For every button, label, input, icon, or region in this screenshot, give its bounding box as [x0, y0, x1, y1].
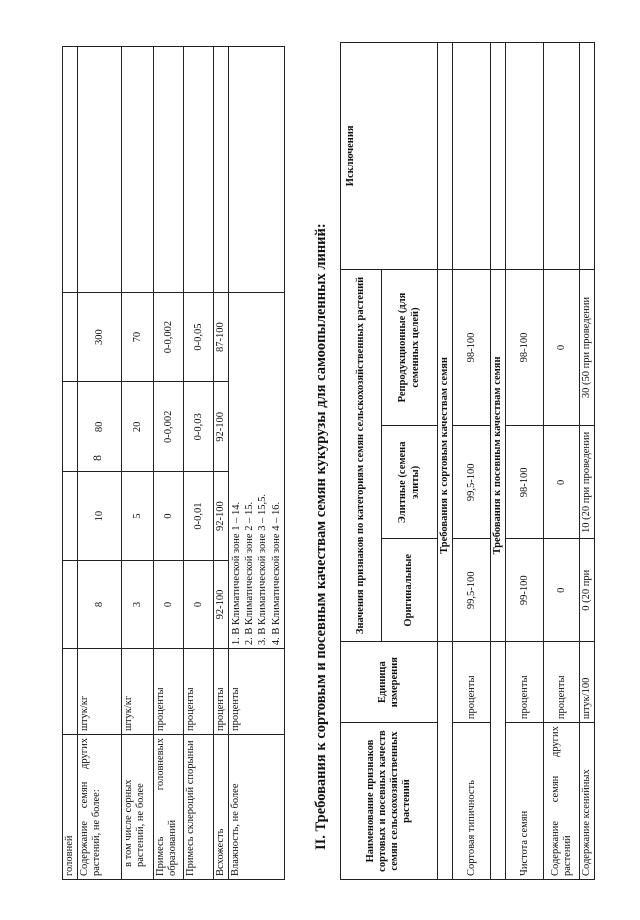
row-name: Примесь головневых образований: [154, 735, 184, 880]
value-repro: 98-100: [453, 269, 491, 426]
value-exceptions: [453, 43, 491, 270]
value-exceptions: [580, 43, 595, 270]
table-row: [580, 43, 595, 880]
row-unit: проценты: [184, 649, 214, 735]
row-name: в том числе сорных растений, не более: [122, 735, 154, 880]
header-unit: Единица измерения: [341, 642, 438, 723]
value-exceptions: [544, 43, 580, 270]
table-row: [453, 43, 491, 880]
note-item: 4. В Климатической зоне 4 – 16.: [270, 501, 282, 646]
value-repro: 80: [78, 382, 122, 472]
value-exceptions: [506, 43, 544, 270]
row-unit: проценты: [154, 649, 184, 735]
value-original: 8: [78, 560, 122, 648]
row-name: Содержание семян других растений, не более:: [78, 735, 122, 880]
value-repro: 30 (50 при проведении: [580, 269, 595, 426]
row-unit: проценты: [229, 649, 285, 735]
value-repro: 98-100: [506, 269, 544, 426]
section-title: II. Требования к сортовым и посевным качествам семян кукурузы для самоопыленных линий:: [313, 223, 329, 850]
table-row: [122, 47, 154, 880]
page-number: 8: [90, 455, 104, 461]
value-repro: 0: [544, 269, 580, 426]
value-original: 0: [154, 560, 184, 648]
seed-requirements-table-continued: [62, 46, 285, 880]
subheader-sowing: Требования к посевным качествам семян: [491, 269, 506, 642]
humidity-notes: [229, 292, 285, 648]
row-unit: [63, 649, 78, 735]
value-original: 99,5-100: [453, 539, 491, 642]
value-elite: 10 (20 при проведении: [580, 426, 595, 539]
value-other: 87-100: [214, 292, 229, 382]
value-elite: 0: [154, 472, 184, 561]
row-unit: проценты: [506, 642, 544, 723]
value-other: 0-0,002: [154, 292, 184, 382]
value-elite: 92-100: [214, 472, 229, 561]
value-original: 92-100: [214, 560, 229, 648]
row-unit: штук/кг: [78, 649, 122, 735]
value-original: 3: [122, 560, 154, 648]
note-item: 3. В Климатической зоне 3 – 15,5.: [257, 494, 269, 646]
subheader-row: [491, 43, 506, 880]
header-exceptions: Исключения: [341, 43, 438, 270]
header-original: Оригинальные: [382, 539, 438, 642]
value-original: 0 (20 при: [580, 539, 595, 642]
value-other: 70: [122, 292, 154, 382]
row-name: Чистота семян: [506, 723, 544, 880]
value-repro: 0-0,03: [184, 382, 214, 472]
row-unit: штук/100: [580, 642, 595, 723]
value-original: 0: [544, 539, 580, 642]
value-repro: 20: [122, 382, 154, 472]
table-row: [544, 43, 580, 880]
value-elite: 0: [544, 426, 580, 539]
row-unit: штук/кг: [122, 649, 154, 735]
row-name: Содержание семян других растений: [544, 723, 580, 880]
row-name: Влажность, не более: [229, 735, 285, 880]
header-repro: Репродукционные (для семенных целей): [382, 269, 438, 426]
value-elite: 99,5-100: [453, 426, 491, 539]
row-unit: проценты: [453, 642, 491, 723]
row-name: Содержание ксенийных: [580, 723, 595, 880]
table-row: [214, 47, 229, 880]
row-name: Сортовая типичность: [453, 723, 491, 880]
table-row: [229, 47, 285, 880]
header-elite: Элитные (семена элиты): [382, 426, 438, 539]
note-item: 2. В Климатической зоне 2 – 15.: [244, 501, 256, 646]
value-repro: 0-0,002: [154, 382, 184, 472]
table-row: [78, 47, 122, 880]
value-elite: 98-100: [506, 426, 544, 539]
table-row: [184, 47, 214, 880]
row-name: Примесь склероций спорыньи: [184, 735, 214, 880]
table-row: [63, 47, 78, 880]
table-row: [154, 47, 184, 880]
row-name: головней: [63, 735, 78, 880]
value-original: 99-100: [506, 539, 544, 642]
row-unit: проценты: [544, 642, 580, 723]
value-elite: 5: [122, 472, 154, 561]
value-elite: 10: [78, 472, 122, 561]
header-category-group: Значения признаков по категориям семян сельскохозяйственных растений: [341, 269, 382, 642]
subheader-varietal: Требования к сортовым качествам семян: [438, 269, 453, 642]
note-item: 1. В Климатической зоне 1 – 14.: [231, 501, 243, 646]
value-original: 0: [184, 560, 214, 648]
row-name: Всхожесть: [214, 735, 229, 880]
header-name: Наименование признаков сортовых и посевных качеств семян сельскохозяйственных растений: [341, 723, 438, 880]
value-other: 300: [78, 292, 122, 382]
value-elite: 0-0,01: [184, 472, 214, 561]
value-other: 0-0,05: [184, 292, 214, 382]
inbred-lines-requirements-table: [340, 42, 595, 880]
value-repro: 92-100: [214, 382, 229, 472]
subheader-row: [438, 43, 453, 880]
table-row: [506, 43, 544, 880]
row-unit: проценты: [214, 649, 229, 735]
header-row: [341, 43, 382, 880]
